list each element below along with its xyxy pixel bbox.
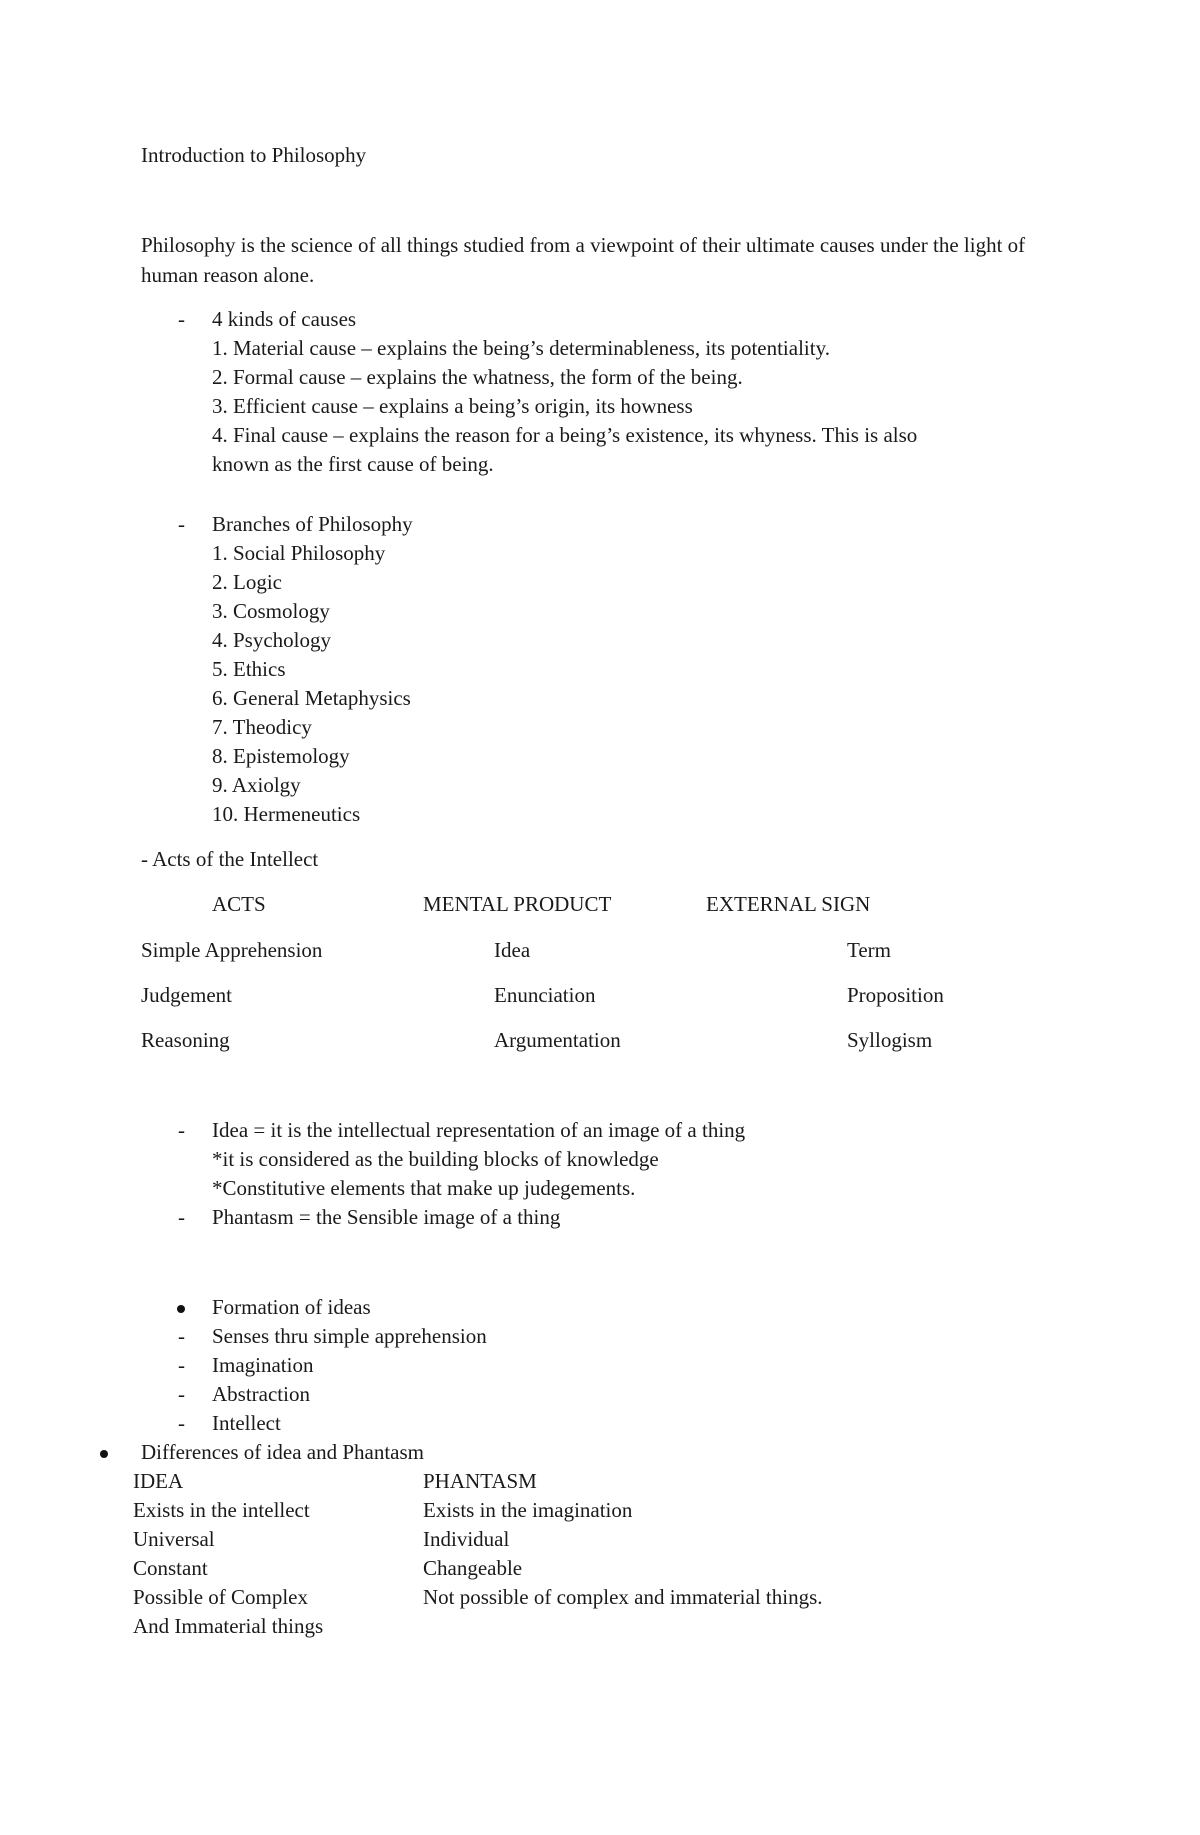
- formation-item: Intellect: [212, 1411, 281, 1435]
- branch-item: 4. Psychology: [212, 628, 332, 652]
- cause-item: 3. Efficient cause – explains a being’s origin, its howness: [212, 394, 693, 418]
- formation-dash: -: [178, 1411, 185, 1435]
- branch-item: 8. Epistemology: [212, 744, 350, 768]
- definition-paragraph: Philosophy is the science of all things studied from a viewpoint of their ultimate causes under the light of human reason alone.: [141, 233, 1026, 287]
- branches-dash: -: [178, 512, 185, 536]
- idea-line: *it is considered as the building blocks of knowledge: [212, 1147, 659, 1171]
- branches-heading: Branches of Philosophy: [212, 512, 413, 536]
- causes-heading: 4 kinds of causes: [212, 307, 357, 331]
- differences-heading: Differences of idea and Phantasm: [141, 1440, 425, 1464]
- branch-item: 5. Ethics: [212, 657, 286, 681]
- bullet-icon: [100, 1450, 108, 1458]
- acts-table-cell: Argumentation: [494, 1028, 621, 1052]
- differences-cell: Changeable: [423, 1556, 523, 1580]
- acts-table-cell: Judgement: [141, 983, 232, 1007]
- formation-item: Imagination: [212, 1353, 314, 1377]
- cause-item: 1. Material cause – explains the being’s determinableness, its potentiality.: [212, 336, 830, 360]
- acts-table-cell: Proposition: [847, 983, 944, 1007]
- acts-table-cell: Idea: [494, 938, 531, 962]
- branch-item: 3. Cosmology: [212, 599, 330, 623]
- differences-header: PHANTASM: [423, 1469, 537, 1493]
- differences-cell: Exists in the imagination: [423, 1498, 633, 1522]
- acts-table-header: MENTAL PRODUCT: [423, 892, 612, 916]
- page-title: Introduction to Philosophy: [141, 143, 367, 167]
- acts-table-cell: Reasoning: [141, 1028, 230, 1052]
- branch-item: 7. Theodicy: [212, 715, 312, 739]
- branch-item: 1. Social Philosophy: [212, 541, 386, 565]
- differences-cell: Constant: [133, 1556, 208, 1580]
- formation-item: Senses thru simple apprehension: [212, 1324, 487, 1348]
- differences-cell: Exists in the intellect: [133, 1498, 310, 1522]
- acts-table-cell: Term: [847, 938, 892, 962]
- differences-cell: Universal: [133, 1527, 215, 1551]
- idea-dash: -: [178, 1118, 185, 1142]
- cause-item: known as the first cause of being.: [212, 452, 494, 476]
- acts-table-header: ACTS: [212, 892, 266, 916]
- branch-item: 9. Axiolgy: [212, 773, 301, 797]
- phantasm-line: Phantasm = the Sensible image of a thing: [212, 1205, 561, 1229]
- acts-heading: - Acts of the Intellect: [141, 847, 319, 871]
- acts-table-cell: Enunciation: [494, 983, 596, 1007]
- cause-item: 4. Final cause – explains the reason for a being’s existence, its whyness. This is also: [212, 423, 918, 447]
- differences-header: IDEA: [133, 1469, 184, 1493]
- acts-table-cell: Syllogism: [847, 1028, 933, 1052]
- acts-table-header: EXTERNAL SIGN: [706, 892, 871, 916]
- idea-line: *Constitutive elements that make up judegements.: [212, 1176, 636, 1200]
- formation-dash: -: [178, 1353, 185, 1377]
- branch-item: 6. General Metaphysics: [212, 686, 411, 710]
- differences-cell: Not possible of complex and immaterial things.: [423, 1585, 823, 1609]
- branch-item: 10. Hermeneutics: [212, 802, 361, 826]
- formation-dash: -: [178, 1382, 185, 1406]
- formation-heading: Formation of ideas: [212, 1295, 371, 1319]
- causes-dash: -: [178, 307, 185, 331]
- differences-cell: Possible of Complex: [133, 1585, 309, 1609]
- formation-dash: -: [178, 1324, 185, 1348]
- differences-cell: And Immaterial things: [133, 1614, 324, 1638]
- phantasm-dash: -: [178, 1205, 185, 1229]
- acts-table-cell: Simple Apprehension: [141, 938, 323, 962]
- formation-item: Abstraction: [212, 1382, 310, 1406]
- bullet-icon: [177, 1305, 185, 1313]
- differences-cell: Individual: [423, 1527, 510, 1551]
- cause-item: 2. Formal cause – explains the whatness, the form of the being.: [212, 365, 743, 389]
- branch-item: 2. Logic: [212, 570, 282, 594]
- idea-line: Idea = it is the intellectual representation of an image of a thing: [212, 1118, 746, 1142]
